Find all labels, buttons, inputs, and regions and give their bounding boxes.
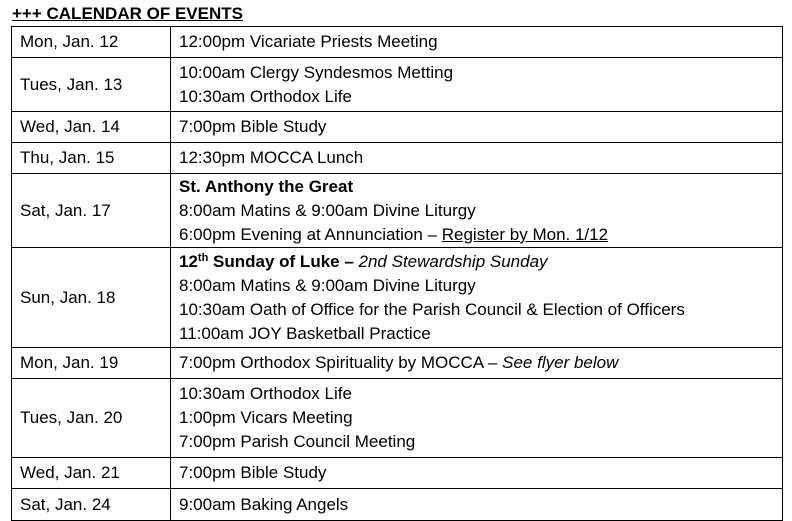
- title-number: 12: [179, 251, 198, 271]
- event-line: 12:00pm Vicariate Priests Meeting: [179, 32, 438, 51]
- date-cell: Sun, Jan. 18: [12, 248, 171, 348]
- event-text: 6:00pm Evening at Annunciation –: [179, 224, 442, 244]
- events-cell: [171, 174, 783, 248]
- title-text: Sunday of Luke –: [208, 251, 354, 271]
- event-note: See flyer below: [502, 353, 619, 372]
- event-line: 7:00pm Parish Council Meeting: [179, 432, 416, 451]
- event-line: 9:00am Baking Angels: [179, 494, 349, 514]
- feast-title: [179, 250, 782, 274]
- event-text: 7:00pm Orthodox Spirituality by MOCCA –: [179, 353, 503, 372]
- events-table: [11, 26, 783, 521]
- table-row: [12, 58, 783, 112]
- event-line: 7:00pm Bible Study: [179, 117, 327, 136]
- table-row: [12, 27, 783, 58]
- table-row: [12, 248, 783, 348]
- events-cell: [171, 112, 783, 143]
- feast-title: St. Anthony the Great: [179, 176, 354, 196]
- table-row: [12, 112, 783, 143]
- table-row: [12, 458, 783, 489]
- table-row: [12, 174, 783, 248]
- table-row: [12, 379, 783, 458]
- event-line: 8:00am Matins & 9:00am Divine Liturgy: [179, 200, 476, 220]
- date-cell: Wed, Jan. 14: [12, 112, 171, 143]
- title-italic: 2nd Stewardship Sunday: [353, 251, 548, 271]
- event-line: 1:00pm Vicars Meeting: [179, 408, 353, 427]
- event-line: 11:00am JOY Basketball Practice: [179, 323, 431, 343]
- register-link[interactable]: Register by Mon. 1/12: [441, 224, 609, 244]
- event-line: 7:00pm Bible Study: [179, 463, 327, 482]
- events-cell: [171, 143, 783, 174]
- date-cell: Mon, Jan. 19: [12, 348, 171, 379]
- page-heading: +++ CALENDAR OF EVENTS: [12, 4, 243, 23]
- date-cell: Sat, Jan. 17: [12, 174, 171, 248]
- event-line: 10:30am Orthodox Life: [179, 86, 352, 106]
- events-cell: [171, 489, 783, 521]
- table-row: [12, 143, 783, 174]
- event-line: [179, 223, 782, 247]
- events-cell: [171, 58, 783, 112]
- event-line: 8:00am Matins & 9:00am Divine Liturgy: [179, 275, 476, 295]
- table-row: [12, 348, 783, 379]
- event-line: 10:30am Oath of Office for the Parish Council & Election of Officers: [179, 299, 685, 319]
- events-cell: [171, 458, 783, 489]
- date-cell: Wed, Jan. 21: [12, 458, 171, 489]
- events-cell: [171, 248, 783, 348]
- date-cell: Tues, Jan. 13: [12, 58, 171, 112]
- date-cell: Mon, Jan. 12: [12, 27, 171, 58]
- table-row: [12, 489, 783, 521]
- date-cell: Sat, Jan. 24: [12, 489, 171, 521]
- events-cell: [171, 348, 783, 379]
- events-cell: [171, 379, 783, 458]
- event-line: [179, 351, 782, 375]
- title-superscript: th: [197, 251, 209, 264]
- date-cell: Tues, Jan. 20: [12, 379, 171, 458]
- event-line: 10:30am Orthodox Life: [179, 384, 352, 403]
- events-cell: [171, 27, 783, 58]
- event-line: 12:30pm MOCCA Lunch: [179, 148, 364, 167]
- event-line: 10:00am Clergy Syndesmos Metting: [179, 62, 454, 82]
- date-cell: Thu, Jan. 15: [12, 143, 171, 174]
